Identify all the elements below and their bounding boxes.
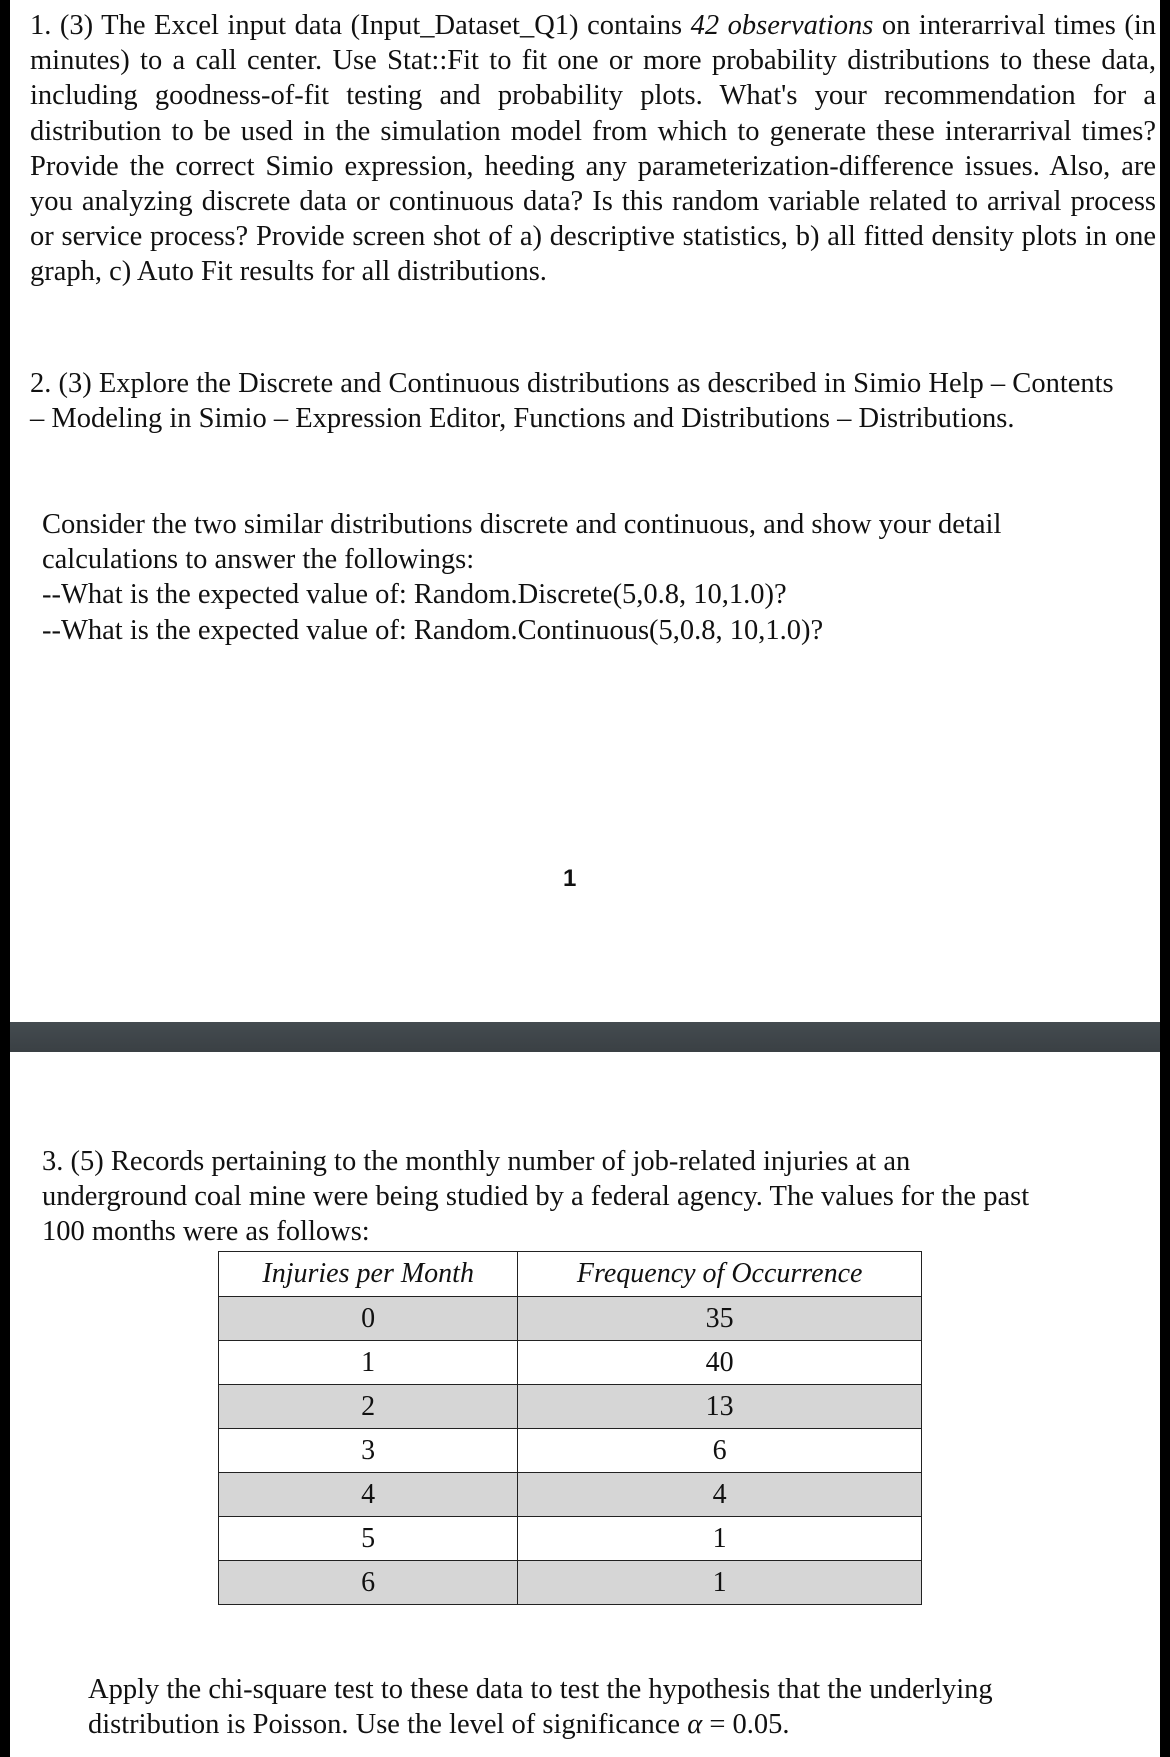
question-2-details xyxy=(42,507,1142,648)
document-page-1 xyxy=(10,0,1160,1022)
instruction-line-2-text: distribution is Poisson. Use the level of significance xyxy=(88,1709,688,1741)
cell-frequency: 13 xyxy=(518,1385,922,1429)
table-row xyxy=(219,1341,922,1385)
cell-injuries: 1 xyxy=(219,1341,518,1385)
question-1-text: 1. (3) The Excel input data (Input_Dataset_Q1) contains xyxy=(30,10,691,41)
page-number: 1 xyxy=(563,865,577,892)
table-header-row xyxy=(219,1252,922,1297)
cell-injuries: 3 xyxy=(219,1429,518,1473)
table-row xyxy=(219,1473,922,1517)
cell-frequency: 35 xyxy=(518,1297,922,1341)
consider-line-1: Consider the two similar distributions discrete and continuous, and show your detail xyxy=(42,509,1002,540)
question-3-line-3: 100 months were as follows: xyxy=(42,1216,370,1248)
question-1-emphasis: 42 observations xyxy=(690,10,874,41)
question-2a: --What is the expected value of: Random.Discrete(5,0.8, 10,1.0)? xyxy=(42,579,787,611)
cell-injuries: 5 xyxy=(219,1517,518,1561)
question-3 xyxy=(42,1144,1142,1250)
document-page-2 xyxy=(10,1052,1160,1757)
header-frequency: Frequency of Occurrence xyxy=(518,1252,922,1297)
instruction-line-2 xyxy=(88,1707,1138,1742)
cell-frequency: 1 xyxy=(518,1561,922,1605)
table-row xyxy=(219,1561,922,1605)
question-3-line-1: 3. (5) Records pertaining to the monthly number of job-related injuries at an xyxy=(42,1146,911,1177)
alpha-value: = 0.05. xyxy=(702,1709,790,1741)
question-2b: --What is the expected value of: Random.Continuous(5,0.8, 10,1.0)? xyxy=(42,614,824,646)
table-row xyxy=(219,1429,922,1473)
chi-square-instruction xyxy=(88,1672,1138,1742)
cell-frequency: 1 xyxy=(518,1517,922,1561)
question-2: 2. (3) Explore the Discrete and Continuous distributions as described in Simio Help – Contents – Modeling in Simio – Expression Editor, Functions and Distributions – Distributions. xyxy=(30,368,1114,435)
table-row xyxy=(219,1297,922,1341)
page-separator xyxy=(10,1022,1160,1052)
cell-injuries: 4 xyxy=(219,1473,518,1517)
instruction-line-1: Apply the chi-square test to these data to test the hypothesis that the underlying xyxy=(88,1674,993,1705)
cell-frequency: 4 xyxy=(518,1473,922,1517)
cell-frequency: 6 xyxy=(518,1429,922,1473)
question-1 xyxy=(30,8,1156,290)
cell-injuries: 6 xyxy=(219,1561,518,1605)
header-injuries: Injuries per Month xyxy=(219,1252,518,1297)
table-row xyxy=(219,1385,922,1429)
consider-line-2: calculations to answer the followings: xyxy=(42,544,475,576)
injuries-table xyxy=(218,1251,922,1605)
question-1-text-rest: on interarrival times (in minutes) to a call center. Use Stat::Fit to fit one or more probability distributions to these data, including goodness-of-fit testing and probability plots. What's your recommendation for a distribution to be used in the simulation model from which to generate these interarrival times? Provide the correct Simio expression, heeding any parameterization-difference issues. Also, are you analyzing discrete data or continuous data? Is this random variable related to arrival process or service process? Provide screen shot of a) descriptive statistics, b) all fitted density plots in one graph, c) Auto Fit results for all distributions. xyxy=(30,10,1156,288)
cell-injuries: 2 xyxy=(219,1385,518,1429)
alpha-symbol: α xyxy=(687,1709,703,1741)
cell-frequency: 40 xyxy=(518,1341,922,1385)
table-row xyxy=(219,1517,922,1561)
question-3-line-2: underground coal mine were being studied by a federal agency. The values for the past xyxy=(42,1181,1030,1213)
cell-injuries: 0 xyxy=(219,1297,518,1341)
